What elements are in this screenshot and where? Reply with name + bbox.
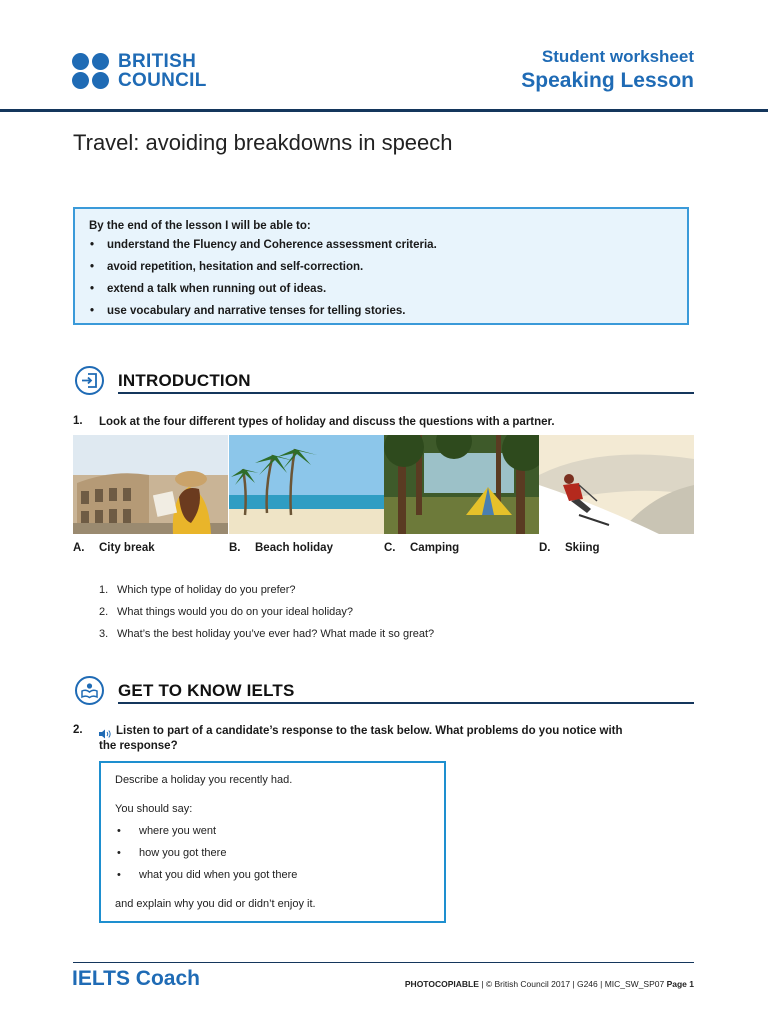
page-title: Travel: avoiding breakdowns in speech xyxy=(73,130,453,155)
caption-b: B. Beach holiday xyxy=(229,542,333,554)
header-labels xyxy=(521,47,694,94)
list-item: 1. Which type of holiday do you prefer? xyxy=(99,584,296,596)
footer-info xyxy=(405,979,694,989)
question-text-line-1: Listen to part of a candidate’s response to the task below. What problems do you notice with xyxy=(116,725,623,737)
footer-divider xyxy=(73,962,694,963)
photocopiable-label: PHOTOCOPIABLE xyxy=(404,979,479,989)
beach-holiday-photo xyxy=(229,435,384,534)
list-item: 3. What’s the best holiday you’ve ever had? What made it so great? xyxy=(99,628,435,640)
objective-item: • use vocabulary and narrative tenses for telling stories. xyxy=(89,304,437,326)
doc-type: Student worksheet xyxy=(541,47,694,66)
british-council-logo xyxy=(72,52,207,90)
city-break-photo xyxy=(73,435,228,534)
logo-line-2: COUNCIL xyxy=(118,70,207,91)
question-number: 2. xyxy=(73,724,83,736)
footer-brand: IELTS Coach xyxy=(72,967,200,990)
header-divider xyxy=(0,109,768,112)
skiing-photo xyxy=(539,435,694,534)
task-closing: and explain why you did or didn’t enjoy it. xyxy=(115,898,316,910)
page-number: Page 1 xyxy=(666,979,694,989)
question-number: 1. xyxy=(73,415,83,427)
caption-d: D. Skiing xyxy=(539,542,600,554)
caption-a: A. City break xyxy=(73,542,155,554)
question-text-line-2: the response? xyxy=(99,740,178,752)
objective-item: • extend a talk when running out of ideas. xyxy=(89,282,437,304)
ielts-heading: GET TO KNOW IELTS xyxy=(118,681,295,700)
task-card xyxy=(99,761,446,923)
introduction-heading: INTRODUCTION xyxy=(118,371,251,390)
footer-details: | © British Council 2017 | G246 | MIC_SW_SP07 xyxy=(478,979,667,989)
task-should-say: You should say: xyxy=(115,803,193,815)
reader-icon xyxy=(75,676,104,705)
objectives-intro: By the end of the lesson I will be able to: xyxy=(89,220,311,232)
logo-line-1: BRITISH xyxy=(118,51,197,72)
ielts-rule xyxy=(118,702,694,704)
list-item: 2. What things would you do on your ideal holiday? xyxy=(99,606,354,618)
lesson-title: Speaking Lesson xyxy=(521,69,694,92)
task-bullet: • where you went xyxy=(115,825,216,837)
logo-dots-icon xyxy=(72,53,112,89)
caption-c: C. Camping xyxy=(384,542,460,554)
camping-photo xyxy=(384,435,539,534)
task-prompt: Describe a holiday you recently had. xyxy=(115,774,293,786)
discussion-questions xyxy=(99,583,434,649)
task-bullet: • how you got there xyxy=(115,847,226,859)
objectives-box xyxy=(73,207,689,325)
objective-item: • avoid repetition, hesitation and self-correction. xyxy=(89,260,437,282)
objective-item: • understand the Fluency and Coherence assessment criteria. xyxy=(89,238,437,260)
enter-icon xyxy=(75,366,104,395)
task-bullet: • what you did when you got there xyxy=(115,869,297,881)
objectives-list xyxy=(89,238,437,326)
question-text: Look at the four different types of holiday and discuss the questions with a partner. xyxy=(99,416,555,428)
introduction-rule xyxy=(118,392,694,394)
